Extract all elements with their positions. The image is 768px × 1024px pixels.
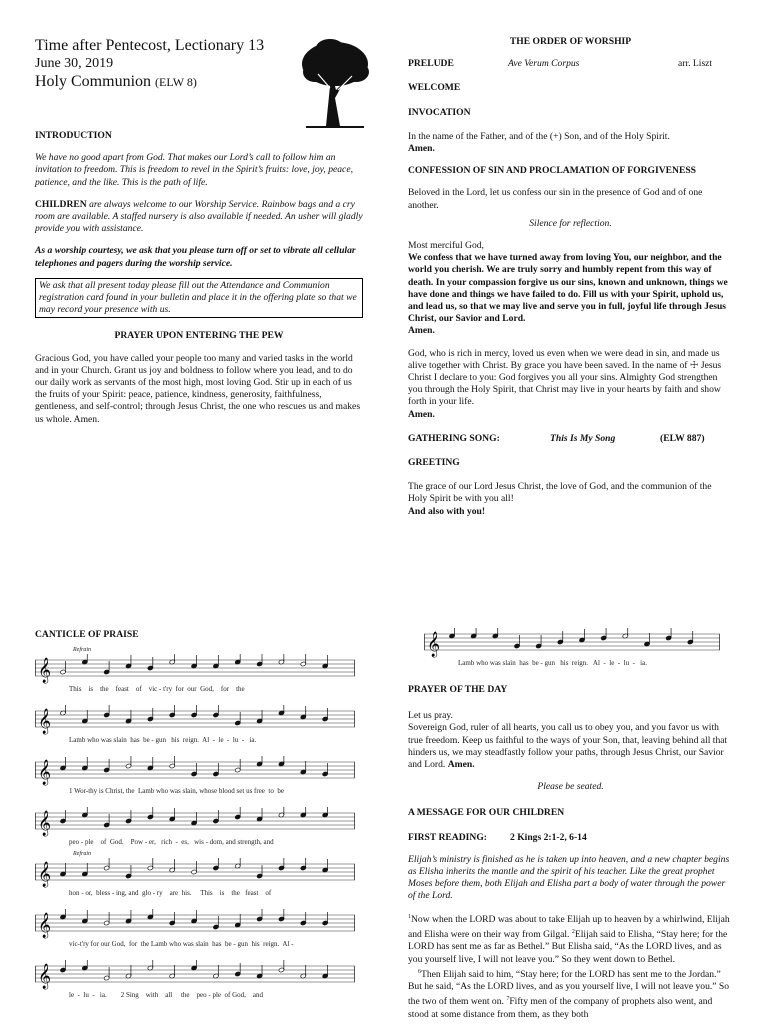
service-name: Holy Communion (ELW 8): [35, 73, 197, 90]
music-staff: [35, 654, 355, 688]
greeting-heading: GREETING: [408, 457, 460, 469]
canticle-music: [35, 648, 355, 1024]
prelude-row: [408, 58, 733, 70]
intro-section: [35, 130, 363, 426]
attendance-box: We ask that all present today please fill out the Attendance and Communion registration card found in your bulletin and place it in the offering plate so that we may record your presence with us.: [35, 278, 363, 319]
pew-prayer-text: Gracious God, you have called your people too many and varied tasks in the world and in your Church. Grant us joy and boldness to follow where you lead, and to do our daily work as servants of the most high, most loving God. Stir up in each of us the fruits of your Spirit: peace, patience, kindness, generosity, faithfulness, gentleness, and self-control; through Jesus Christ, the one who rescues us and makes us whole. Amen.: [35, 352, 361, 425]
prayer-day-heading: PRAYER OF THE DAY: [408, 684, 508, 695]
treble-clef-icon: 𝄞: [427, 632, 441, 657]
invocation-amen: Amen.: [408, 143, 435, 155]
music-staff: [35, 909, 355, 943]
absolution-amen: Amen.: [408, 408, 435, 420]
page-title: Time after Pentecost, Lectionary 13: [35, 37, 265, 54]
gathering-label: GATHERING SONG:: [408, 432, 500, 444]
lyric-line: vic-t'ry for our God, for the Lamb who was slain has be - gun his reign. Al -: [69, 940, 294, 948]
canticle-music-continued: [424, 628, 724, 674]
lyric-line: Lamb who was slain has be - gun his reign. Al - le - lu - ia.: [458, 659, 647, 667]
confession-amen: Amen.: [408, 325, 435, 337]
prayer-day-text: Sovereign God, ruler of all hearts, you call us to obey you, and you favor us with true freedom. Keep us faithful to the ways of your Son, that, leaving behind all that hinders us, we may steadfastly follow your paths, through Jesus Christ, our Savior and Lord. Amen.: [408, 722, 728, 771]
order-of-worship: [408, 36, 733, 518]
refrain-marker: Refrain: [73, 851, 91, 857]
treble-clef-icon: 𝄞: [38, 760, 52, 785]
gathering-ref: (ELW 887): [660, 432, 705, 444]
reading-label: FIRST READING:: [408, 831, 487, 843]
prelude-arranger: arr. Liszt: [678, 58, 713, 70]
invocation-text: In the name of the Father, and of the (+) Son, and of the Holy Spirit.: [408, 130, 670, 142]
music-staff: [35, 960, 355, 994]
prelude-title: Ave Verum Corpus: [508, 58, 580, 70]
silence-rubric: Silence for reflection.: [529, 217, 612, 229]
confession-text: We confess that we have turned away from loving You, our neighbor, and the world you cherish. We are truly sorry and humbly repent from this way of death. In your compassion forgive us our sins, known and unknown, things we have done and things we have failed to do. Fill us with your Spirit, uphold us, and lead us, so that we may live and serve you in full, joyful life through Jesus Christ, our Savior and Lord.: [408, 252, 728, 325]
greeting-response: And also with you!: [408, 505, 486, 517]
greeting-text: The grace of our Lord Jesus Christ, the love of God, and the communion of the Holy Spirit be with you all!: [408, 481, 712, 505]
lyric-line: 1 Wor-thy is Christ, the Lamb who was slain, whose blood set us free to be: [69, 787, 284, 795]
reading-intro: Elijah’s ministry is finished as he is taken up into heaven, and a new chapter begins as Elisha inherits the mantle and the spirit of his teacher. Like the great prophet Moses before them, both Elijah and Elisha part a body of water through the power of the Lord.: [408, 853, 730, 902]
confession-intro: Beloved in the Lord, let us confess our sin in the presence of God and of one another.: [408, 187, 703, 211]
order-heading: THE ORDER OF WORSHIP: [509, 36, 632, 47]
reading-text: $^1$Now when the LORD was about to take Elijah up to heaven by a whirlwind, Elijah and Elisha were on their way from Gilgal. $^2$Elijah said to Elisha, “Stay here; for the LORD has sent me as far as Bethel.” But Elisha said, “As the LORD lives, and as you yourself live, I will not leave you.” So they went down to Bethel.: [408, 913, 730, 965]
prayer-of-day-section: [408, 684, 733, 1021]
treble-clef-icon: 𝄞: [38, 658, 52, 683]
reading-text-2: $^6$Then Elijah said to him, “Stay here; for the LORD has sent me to the Jordan.” But he said, “As the LORD lives, and as you yourself live, I will not leave you.” So the two of them went on. $^7$Fifty men of the company of prophets also went, and stood at some distance from them, as they both: [408, 968, 730, 1020]
lyric-line: le - lu - ia. 2 Sing with all the peo - ple of God, and: [69, 991, 264, 999]
music-staff: [424, 628, 720, 662]
canticle-section: [35, 629, 363, 641]
prelude-label: PRELUDE: [408, 58, 454, 70]
seated-rubric: Please be seated.: [537, 781, 604, 793]
invocation-heading: INVOCATION: [408, 106, 471, 118]
gathering-title: This Is My Song: [550, 432, 616, 444]
treble-clef-icon: 𝄞: [38, 964, 52, 989]
music-staff: [35, 858, 355, 892]
treble-clef-icon: 𝄞: [38, 709, 52, 734]
merciful-line: Most merciful God,: [408, 240, 484, 252]
prayer-day-intro: Let us pray.: [408, 710, 453, 722]
tree-logo-icon: [300, 38, 370, 130]
intro-text: We have no good apart from God. That makes our Lord’s call to follow him an invitation to freedom. This is freedom to revel in the Spirit’s fruits: love, joy, peace, patience, and the like. This is the path of life.: [35, 152, 353, 188]
confession-heading: CONFESSION OF SIN AND PROCLAMATION OF FORGIVENESS: [408, 165, 697, 177]
music-staff: [35, 807, 355, 841]
intro-heading: INTRODUCTION: [35, 130, 112, 141]
children-message-heading: A MESSAGE FOR OUR CHILDREN: [408, 807, 565, 819]
service-date: June 30, 2019: [35, 56, 114, 71]
music-staff: [35, 756, 355, 790]
gathering-row: [408, 433, 733, 445]
courtesy-notice: As a worship courtesy, we ask that you please turn off or set to vibrate all cellular telephones and pagers during the worship service.: [35, 245, 356, 269]
lyric-line: peo - ple of God. Pow - er, rich - es, wis - dom, and strength, and: [69, 838, 274, 846]
refrain-marker: Refrain: [73, 647, 91, 653]
first-reading-row: [408, 832, 733, 844]
treble-clef-icon: 𝄞: [38, 862, 52, 887]
welcome-heading: WELCOME: [408, 82, 461, 94]
treble-clef-icon: 𝄞: [38, 913, 52, 938]
lyric-line: hon - or, bless - ing, and glo - ry are his. This is the feast of: [69, 889, 272, 897]
reading-ref: 2 Kings 2:1-2, 6-14: [510, 831, 587, 843]
lyric-line: This is the feast of vic - t'ry for our God, for the: [69, 685, 245, 693]
music-staff: [35, 705, 355, 739]
lyric-line: Lamb who was slain has be - gun his reign. Al - le - lu - ia.: [69, 736, 257, 744]
canticle-heading: CANTICLE OF PRAISE: [35, 629, 139, 640]
children-notice: CHILDREN are always welcome to our Worship Service. Rainbow bags and a cry room are available. A staffed nursery is also available if needed. An usher will gladly provide you with assistance.: [35, 198, 363, 235]
absolution-text: God, who is rich in mercy, loved us even when we were dead in sin, and made us alive together with Christ. By grace you have been saved. In the name of ☩ Jesus Christ I declare to you: God forgives you all your sins. Almighty God strengthen you through the Holy Spirit, that Christ may live in your hearts by faith and show forth in your life.: [408, 347, 722, 408]
treble-clef-icon: 𝄞: [38, 811, 52, 836]
pew-prayer-heading: PRAYER UPON ENTERING THE PEW: [114, 330, 284, 342]
